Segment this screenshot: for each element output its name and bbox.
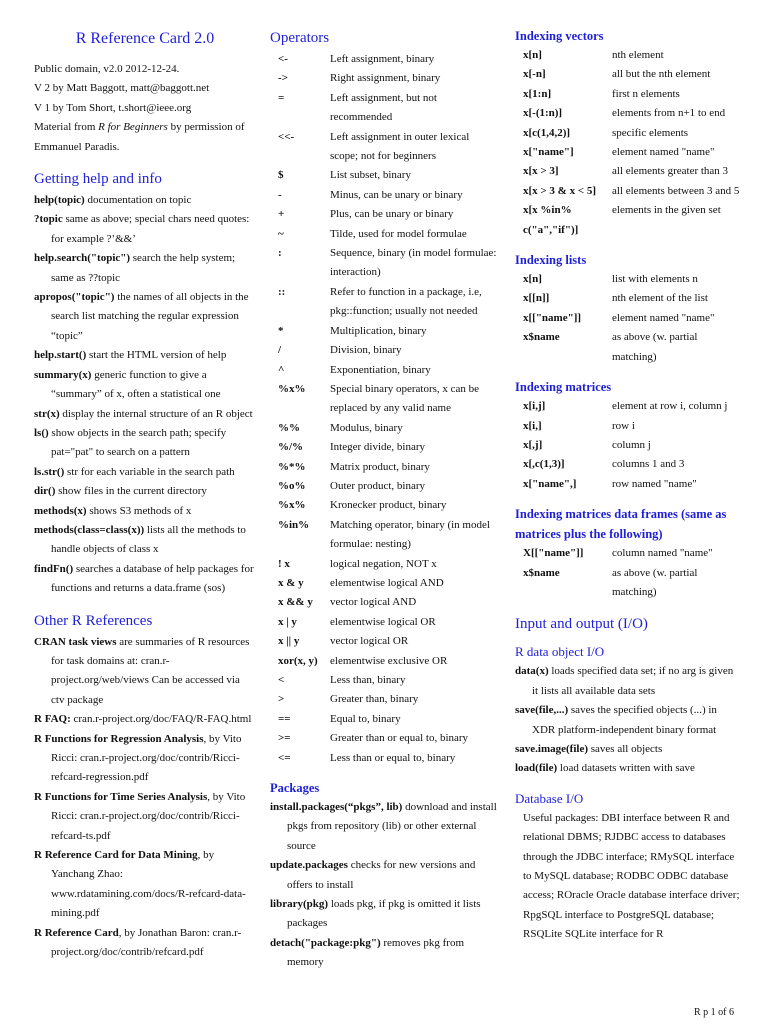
item-key: x$name <box>523 331 560 344</box>
item-description: elementwise logical OR <box>330 615 436 628</box>
item-key: x[[n]] <box>523 292 550 305</box>
item-description: saves the specified objects (...) in XDR platform-independent binary format <box>532 704 717 736</box>
item-description: are summaries of R resources for task domains at: cran.r-project.org/web/views Can be accessed via ctv package <box>51 635 250 706</box>
item-description: row named "name" <box>612 477 697 490</box>
item-description: element at row i, column j <box>612 400 728 413</box>
list-item <box>270 438 500 457</box>
list-item <box>515 436 741 455</box>
list-item <box>270 380 500 419</box>
item-description: first n elements <box>612 87 680 100</box>
item-description: Multiplication, binary <box>330 324 427 337</box>
item-description: column named "name" <box>612 547 713 560</box>
item-description: columns 1 and 3 <box>612 458 685 471</box>
list-item <box>34 249 256 288</box>
item-key: <- <box>278 53 288 65</box>
item-description: str for each variable in the search path <box>64 465 235 478</box>
item-key: apropos("topic") <box>34 291 115 304</box>
item-description: Sequence, binary (in model formulae: interaction) <box>330 247 497 279</box>
list-item <box>270 166 500 185</box>
list-item <box>515 124 741 143</box>
list-item <box>270 322 500 341</box>
item-key: load(file) <box>515 762 558 775</box>
item-key: = <box>278 91 285 104</box>
item-key: str(x) <box>34 407 60 420</box>
list-item <box>270 690 500 709</box>
item-key: x[x %in% c("a","if")] <box>523 204 579 236</box>
item-description: searches a database of help packages for functions and returns a data.frame (sos) <box>51 562 254 595</box>
item-key: ! x <box>278 557 290 570</box>
item-description: Left assignment, binary <box>330 53 435 65</box>
item-key: < <box>278 674 285 686</box>
item-description: cran.r-project.org/doc/FAQ/R-FAQ.html <box>70 713 252 726</box>
item-description: Greater than or equal to, binary <box>330 732 469 745</box>
rdata-list <box>515 662 741 778</box>
list-item <box>270 69 500 88</box>
item-key: x[,j] <box>523 438 543 451</box>
item-description: elementwise logical AND <box>330 576 444 589</box>
item-key: x[1:n] <box>523 87 552 100</box>
list-item <box>515 328 741 367</box>
item-key: update.packages <box>270 859 348 872</box>
list-item <box>515 270 741 289</box>
list-item <box>34 560 256 599</box>
item-description: documentation on topic <box>84 194 192 207</box>
item-description: show files in the current directory <box>55 485 207 498</box>
indexing-matrices-list <box>515 397 741 494</box>
list-item <box>270 934 500 973</box>
item-key: methods(class=class(x)) <box>34 523 145 536</box>
list-item <box>270 798 500 856</box>
item-description: , by Vito Ricci: cran.r-project.org/doc/contrib/Ricci-refcard-ts.pdf <box>51 790 246 842</box>
item-description: load datasets written with save <box>557 762 695 775</box>
item-description: Equal to, binary <box>330 712 401 725</box>
item-key: ?topic <box>34 213 63 226</box>
list-item <box>34 521 256 560</box>
item-description: saves all objects <box>588 742 663 755</box>
item-key: %in% <box>278 518 310 531</box>
list-item <box>270 244 500 283</box>
item-key: x[n] <box>523 273 542 286</box>
list-item <box>515 309 741 328</box>
item-key: summary(x) <box>34 368 92 381</box>
list-item <box>515 475 741 494</box>
item-key: :: <box>278 285 286 298</box>
item-key: R Functions for Regression Analysis <box>34 732 204 745</box>
item-description: all elements greater than 3 <box>612 165 729 178</box>
item-description: Less than or equal to, binary <box>330 751 456 764</box>
section-heading-references: Other R References <box>34 612 153 629</box>
item-key: x[["name"]] <box>523 311 582 324</box>
list-item <box>34 346 256 365</box>
item-key: help.start() <box>34 349 87 362</box>
item-key: data(x) <box>515 665 549 678</box>
item-description: all but the nth element <box>612 68 711 81</box>
list-item <box>270 632 500 651</box>
item-key: == <box>278 712 291 725</box>
item-description: Matrix product, binary <box>330 460 430 473</box>
list-item <box>270 341 500 360</box>
item-description: column j <box>612 438 651 451</box>
item-key: x[,c(1,3)] <box>523 458 565 471</box>
item-key: %x% <box>278 382 306 395</box>
list-item <box>270 419 500 438</box>
item-key: : <box>278 247 282 260</box>
item-key: ^ <box>278 363 285 376</box>
item-description: List subset, binary <box>330 169 411 182</box>
packages-list <box>270 798 500 973</box>
item-key: >= <box>278 732 291 745</box>
section-heading-database-io: Database I/O <box>515 790 584 806</box>
item-description: start the HTML version of help <box>86 349 227 362</box>
list-item <box>270 710 500 729</box>
list-item <box>270 671 500 690</box>
item-description: elements in the given set <box>612 204 721 217</box>
intro-line: V 1 by Tom Short, t.short@ieee.org <box>34 101 192 114</box>
list-item <box>270 652 500 671</box>
item-key: x["name"] <box>523 146 574 159</box>
item-description: row i <box>612 419 635 432</box>
item-description: Outer product, binary <box>330 479 425 492</box>
list-item <box>270 729 500 748</box>
item-description: nth element <box>612 49 664 61</box>
item-description: Refer to function in a package, i.e, pkg::function; usually not needed <box>330 285 482 318</box>
item-description: as above (w. partial matching) <box>612 331 698 363</box>
item-key: findFn() <box>34 562 74 575</box>
item-key: x["name",] <box>523 477 577 490</box>
item-key: <= <box>278 751 291 764</box>
list-item <box>34 463 256 482</box>
list-item <box>270 186 500 205</box>
item-key: library(pkg) <box>270 898 329 911</box>
references-list <box>34 633 256 963</box>
item-key: x[-n] <box>523 68 546 81</box>
help-list <box>34 191 256 599</box>
section-heading-indexing-lists: Indexing lists <box>515 253 587 268</box>
item-key: x[i,j] <box>523 400 546 413</box>
list-item <box>34 191 256 210</box>
item-key: - <box>278 188 282 201</box>
item-key: save(file,...) <box>515 704 569 717</box>
item-key: R Reference Card for Data Mining <box>34 849 198 862</box>
item-description: , by Jonathan Baron: cran.r-project.org/doc/contrib/refcard.pdf <box>51 926 242 959</box>
item-key: x && y <box>278 596 313 609</box>
item-key: help.search("topic") <box>34 252 131 265</box>
item-description: Division, binary <box>330 344 402 357</box>
indexing-data-frames-list <box>515 544 741 602</box>
list-item <box>34 210 256 249</box>
item-description: search the help system; same as ??topic <box>51 252 236 284</box>
list-item <box>270 361 500 380</box>
list-item <box>515 201 741 240</box>
item-description: checks for new versions and offers to install <box>287 859 476 891</box>
list-item <box>515 564 741 603</box>
item-description: Greater than, binary <box>330 693 419 706</box>
list-item <box>515 143 741 162</box>
item-key: x | y <box>278 615 297 628</box>
item-description: element named "name" <box>612 146 715 159</box>
item-description: Matching operator, binary (in model formulae: nesting) <box>330 518 490 551</box>
list-item <box>34 366 256 405</box>
list-item <box>270 50 500 69</box>
list-item <box>270 477 500 496</box>
item-key: %*% <box>278 460 306 473</box>
list-item <box>270 205 500 224</box>
indexing-lists-list <box>515 270 741 367</box>
item-description: the names of all objects in the search list matching the regular expression “topic” <box>51 291 249 342</box>
item-key: X[["name"]] <box>523 547 584 560</box>
item-description: loads pkg, if pkg is omitted it lists packages <box>287 898 481 930</box>
list-item <box>34 482 256 501</box>
list-item <box>515 759 741 778</box>
item-description: , by Yanchang Zhao: www.rdatamining.com/docs/R-refcard-data-mining.pdf <box>51 849 246 920</box>
list-item <box>34 924 256 963</box>
section-heading-indexing-vectors: Indexing vectors <box>515 29 604 43</box>
section-heading-packages: Packages <box>270 781 320 796</box>
list-item <box>34 405 256 424</box>
item-key: / <box>278 344 282 357</box>
list-item <box>270 128 500 167</box>
section-heading-operators: Operators <box>270 30 330 46</box>
item-description: Integer divide, binary <box>330 441 425 454</box>
item-key: > <box>278 693 285 706</box>
item-key: x[i,] <box>523 419 542 432</box>
section-heading-io: Input and output (I/O) <box>515 616 648 633</box>
item-key: x[x > 3] <box>523 165 559 178</box>
intro-line: Public domain, v2.0 2012-12-24. <box>34 63 180 75</box>
list-item <box>270 895 500 934</box>
item-description: Tilde, used for model formulae <box>330 227 467 240</box>
item-description: generic function to give a “summary” of x, often a statistical one <box>51 368 221 401</box>
item-key: %% <box>278 421 300 434</box>
item-description: elements from n+1 to end <box>612 107 726 120</box>
list-item <box>515 455 741 474</box>
item-key: <<- <box>278 130 295 143</box>
item-description: specific elements <box>612 126 689 139</box>
page-footer: R p 1 of 6 <box>694 1007 734 1018</box>
item-key: ls.str() <box>34 465 65 478</box>
list-item <box>515 46 741 65</box>
item-description: display the internal structure of an R object <box>59 407 253 420</box>
item-key: x$name <box>523 566 560 579</box>
item-description: Special binary operators, x can be replaced by any valid name <box>330 382 480 415</box>
operators-list <box>270 50 500 768</box>
section-heading-indexing-data-frames: Indexing matrices data frames (same as matrices plus the following) <box>515 507 727 542</box>
list-item <box>515 397 741 416</box>
item-description: show objects in the search path; specify pat="pat" to search on a pattern <box>48 426 227 459</box>
item-description: Less than, binary <box>330 674 406 686</box>
section-heading-rdata-io: R data object I/O <box>515 644 605 660</box>
list-item <box>270 516 500 555</box>
section-heading-help: Getting help and info <box>34 171 162 188</box>
list-item <box>515 544 741 563</box>
item-description: as above (w. partial matching) <box>612 566 698 598</box>
list-item <box>34 502 256 521</box>
list-item <box>270 496 500 515</box>
list-item <box>270 613 500 632</box>
list-item <box>270 89 500 128</box>
item-description: download and install pkgs from repository (lib) or other external source <box>287 801 497 852</box>
list-item <box>270 574 500 593</box>
item-description: elementwise exclusive OR <box>330 654 448 667</box>
column-right <box>515 26 741 945</box>
item-key: x[-(1:n)] <box>523 107 563 120</box>
item-key: methods(x) <box>34 504 87 517</box>
item-description: Plus, can be unary or binary <box>330 208 454 221</box>
item-key: save.image(file) <box>515 742 588 755</box>
list-item <box>270 593 500 612</box>
item-description: Right assignment, binary <box>330 72 441 85</box>
item-description: same as above; special chars need quotes: for example ?’&&’ <box>51 213 250 245</box>
item-key: x & y <box>278 576 304 589</box>
item-description: loads specified data set; if no arg is given it lists all available data sets <box>532 665 734 697</box>
item-description: Left assignment, but not recommended <box>330 91 437 124</box>
item-key: -> <box>278 72 288 85</box>
list-item <box>515 701 741 740</box>
list-item <box>515 182 741 201</box>
item-key: x[c(1,4,2)] <box>523 126 571 139</box>
item-description: vector logical AND <box>330 596 417 609</box>
database-text: Useful packages: DBI interface between R and relational DBMS; RJDBC access to databases through the JDBC interface; RMySQL interface to MySQL database; RODBC ODBC database access; ROracle Oracle database interface driver; RpgSQL interface to PostgreSQL database; RSQLite SQLite interface for R <box>523 811 740 941</box>
item-key: ls() <box>34 426 49 439</box>
list-item <box>270 225 500 244</box>
list-item <box>515 740 741 759</box>
item-description: removes pkg from memory <box>287 936 465 969</box>
item-key: + <box>278 208 285 221</box>
indexing-vectors-list <box>515 46 741 240</box>
item-key: detach("package:pkg") <box>270 936 381 949</box>
intro-material: Material from R for Beginners by permission of Emmanuel Paradis. <box>34 121 245 153</box>
item-description: Modulus, binary <box>330 421 403 434</box>
item-key: x[n] <box>523 49 542 61</box>
section-heading-indexing-matrices: Indexing matrices <box>515 380 612 395</box>
list-item <box>515 104 741 123</box>
list-item <box>34 710 256 729</box>
list-item <box>34 633 256 711</box>
item-key: %o% <box>278 479 306 492</box>
list-item <box>515 289 741 308</box>
item-description: lists all the methods to handle objects of class x <box>51 523 246 556</box>
column-left <box>34 26 256 962</box>
item-key: %x% <box>278 499 306 512</box>
list-item <box>515 162 741 181</box>
item-key: * <box>278 324 284 337</box>
item-description: Exponentiation, binary <box>330 363 431 376</box>
item-key: CRAN task views <box>34 635 117 648</box>
item-description: nth element of the list <box>612 292 708 305</box>
list-item <box>34 846 256 924</box>
item-key: R Functions for Time Series Analysis <box>34 790 208 803</box>
list-item <box>270 749 500 768</box>
list-item <box>515 65 741 84</box>
item-key: R Reference Card <box>34 926 119 939</box>
item-key: x[x > 3 & x < 5] <box>523 184 597 197</box>
item-key: %/% <box>278 441 304 454</box>
intro-line: V 2 by Matt Baggott, matt@baggott.net <box>34 82 210 95</box>
item-key: xor(x, y) <box>278 654 318 667</box>
list-item <box>515 662 741 701</box>
item-key: R FAQ: <box>34 713 71 726</box>
item-key: dir() <box>34 485 56 498</box>
item-key: x || y <box>278 635 300 648</box>
item-description: vector logical OR <box>330 635 409 648</box>
list-item <box>270 283 500 322</box>
item-description: all elements between 3 and 5 <box>612 184 740 197</box>
list-item <box>515 417 741 436</box>
item-description: shows S3 methods of x <box>86 504 192 517</box>
item-key: ~ <box>278 227 284 240</box>
list-item <box>34 288 256 346</box>
column-middle <box>270 26 500 973</box>
list-item <box>34 424 256 463</box>
item-description: element named "name" <box>612 311 715 324</box>
item-description: , by Vito Ricci: cran.r-project.org/doc/contrib/Ricci-refcard-regression.pdf <box>51 732 242 784</box>
list-item <box>34 788 256 846</box>
list-item <box>34 730 256 788</box>
item-key: $ <box>278 169 284 182</box>
item-key: help(topic) <box>34 194 85 207</box>
item-description: Kronecker product, binary <box>330 499 447 512</box>
list-item <box>270 458 500 477</box>
item-description: logical negation, NOT x <box>330 557 437 570</box>
item-key: install.packages(“pkgs”, lib) <box>270 801 403 814</box>
card-title: R Reference Card 2.0 <box>75 30 215 47</box>
item-description: list with elements n <box>612 273 698 286</box>
list-item <box>515 85 741 104</box>
item-description: Minus, can be unary or binary <box>330 188 463 201</box>
list-item <box>270 555 500 574</box>
list-item <box>270 856 500 895</box>
item-description: Left assignment in outer lexical scope; not for beginners <box>330 130 470 163</box>
